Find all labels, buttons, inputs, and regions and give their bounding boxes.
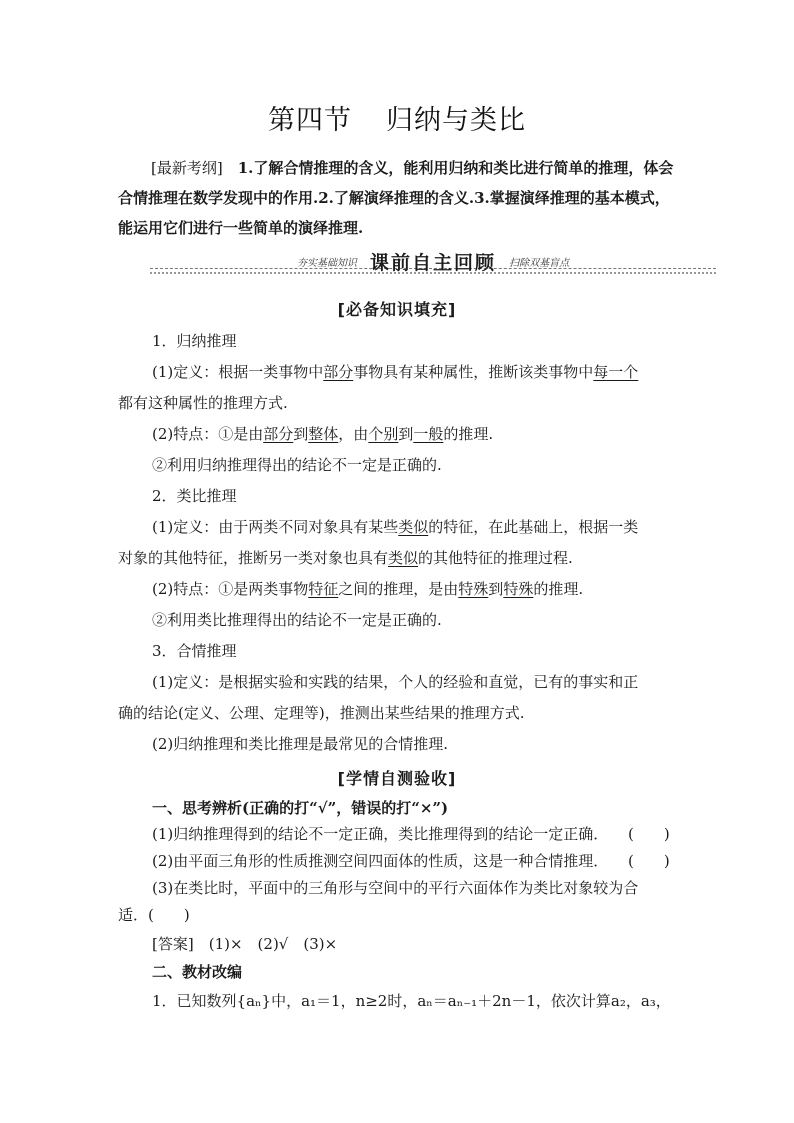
blank-answer: 部分: [263, 425, 294, 443]
blank-answer: 个别: [368, 425, 399, 443]
banner-right-text: 扫除双基盲点: [509, 258, 570, 269]
blank-answer: 每一个: [593, 363, 639, 381]
analogy-feature-2: ②利用类比推理得出的结论不一定是正确的.: [152, 611, 442, 629]
blank-answer: 部分: [323, 363, 354, 381]
heading-true-false: 一、思考辨析(正确的打“√”，错误的打“×”): [152, 799, 449, 817]
page-title: [0, 98, 794, 137]
problem-1: 1．已知数列{aₙ}中，a₁＝1，n≥2时，aₙ＝aₙ₋₁＋2n－1，依次计算a₂，a₃，: [152, 992, 671, 1010]
syllabus-paragraph: [118, 153, 678, 243]
section-heading-knowledge: [必备知识填充]: [337, 300, 457, 319]
heading-induction: 1．归纳推理: [152, 332, 237, 350]
heading-textbook: 二、教材改编: [152, 963, 243, 981]
blank-answer: 一般: [413, 425, 444, 443]
answer-bracket: ( ): [628, 852, 670, 870]
blank-answer: 特殊: [458, 580, 489, 598]
answer-tag: [答案]: [152, 935, 194, 953]
question-3-line2: 适．( ): [118, 906, 190, 924]
question-1: (1)归纳推理得到的结论不一定正确，类比推理得到的结论一定正确．: [152, 825, 609, 843]
blank-answer: 特殊: [503, 580, 534, 598]
banner-left-text: 夯实基础知识: [296, 258, 357, 269]
analogy-definition-line2: 对象的其他特征，推断另一类对象也具有类似的其他特征的推理过程.: [118, 549, 573, 567]
answer-values: (1)× (2)√ (3)×: [208, 935, 338, 953]
heading-plausible: 3．合情推理: [152, 642, 237, 660]
question-3-line1: (3)在类比时，平面中的三角形与空间中的平行六面体作为类比对象较为合: [152, 879, 639, 897]
blank-answer: 特征: [308, 580, 339, 598]
title-section-number: 第四节: [268, 105, 352, 136]
question-2: (2)由平面三角形的性质推测空间四面体的性质，这是一种合情推理．: [152, 852, 609, 870]
syllabus-tag: [最新考纲]: [151, 159, 223, 177]
answer-line: [152, 933, 337, 954]
blank-answer: 整体: [308, 425, 339, 443]
syllabus-text: 1.了解合情推理的含义，能利用归纳和类比进行简单的推理，体会合情推理在数学发现中的作用.2.了解演绎推理的含义.3.掌握演绎推理的基本模式，能运用它们进行一些简单的演绎推理.: [118, 159, 674, 237]
plausible-definition-line1: (1)定义：是根据实验和实践的结果，个人的经验和直觉，已有的事实和正: [152, 673, 639, 691]
title-topic: 归纳与类比: [386, 105, 526, 136]
induction-feature-2: ②利用归纳推理得出的结论不一定是正确的.: [152, 456, 442, 474]
plausible-definition-line2: 确的结论(定义、公理、定理等)，推测出某些结果的推理方式.: [118, 704, 525, 722]
analogy-feature-line: (2)特点：①是两类事物特征之间的推理，是由特殊到特殊的推理.: [152, 580, 584, 598]
induction-definition-line1: (1)定义：根据一类事物中部分事物具有某种属性，推断该类事物中每一个: [152, 363, 639, 381]
heading-analogy: 2．类比推理: [152, 487, 237, 505]
plausible-note: (2)归纳推理和类比推理是最常见的合情推理.: [152, 735, 449, 753]
banner-title: 课前自主回顾: [369, 252, 496, 274]
blank-answer: 类似: [388, 549, 419, 567]
section-heading-selftest: [学情自测验收]: [337, 769, 457, 788]
induction-definition-line2: 都有这种属性的推理方式.: [118, 394, 288, 412]
analogy-definition-line1: (1)定义：由于两类不同对象具有某些类似的特征，在此基础上，根据一类: [152, 518, 639, 536]
section-banner: [150, 248, 716, 274]
induction-feature-line: (2)特点：①是由部分到整体，由个别到一般的推理.: [152, 425, 494, 443]
answer-bracket: ( ): [628, 825, 670, 843]
blank-answer: 类似: [398, 518, 429, 536]
